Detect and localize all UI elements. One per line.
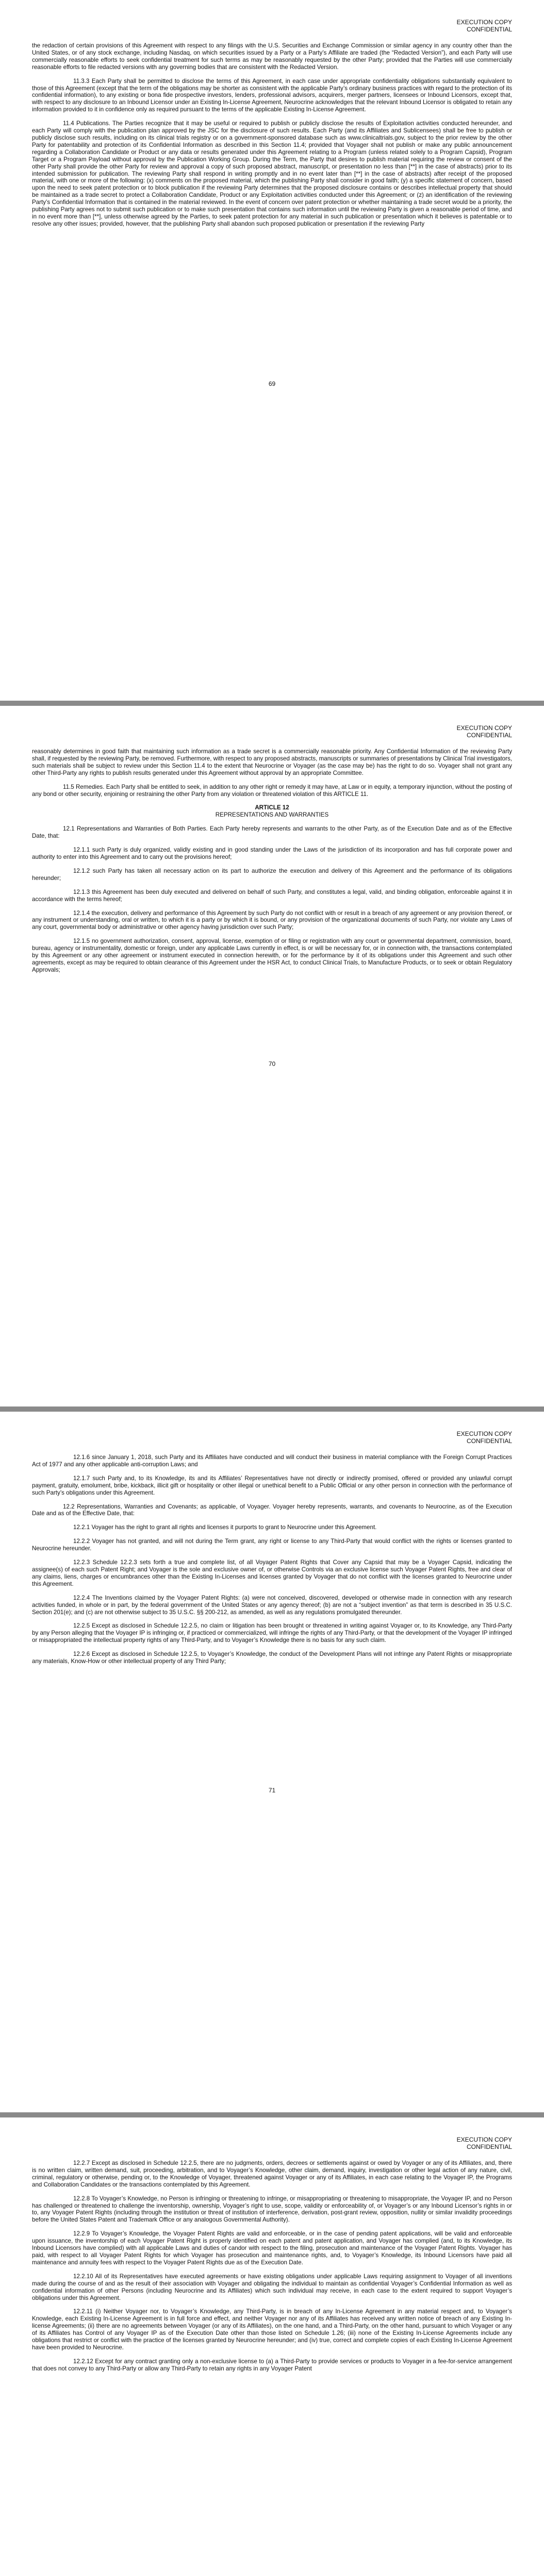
document-page-72 — [0, 2117, 544, 2576]
paragraph: 12.2.7 Except as disclosed in Schedule 12.2.5, there are no judgments, orders, decrees or settlements against or owed by Voyager or any of its Affiliates, and, there is no written claim, written demand, suit, proceeding, arbitration, and to Voyager’s Knowledge, other claim, demand, inquiry, investigation or other legal action of any nature, civil, criminal, regulatory or otherwise, pending or, to the Knowledge of Voyager, threatened against Voyager or any of its Affiliates, in each case relating to the Voyager IP, the Programs and Collaboration Candidates or the transactions contemplated by this Agreement. — [32, 2160, 512, 2188]
page-number: 69 — [268, 380, 276, 387]
header-confidential: CONFIDENTIAL — [466, 26, 512, 33]
paragraph: 12.1.1 such Party is duly organized, validly existing and in good standing under the Laws of the jurisdiction of its incorporation and has full corporate power and authority to enter into this Agreement and to carry out the provisions hereof; — [32, 846, 512, 860]
header-confidential: CONFIDENTIAL — [466, 732, 512, 739]
header-confidential: CONFIDENTIAL — [466, 1437, 512, 1445]
header-execution-copy: EXECUTION COPY — [456, 724, 512, 732]
paragraph: 12.2.1 Voyager has the right to grant all rights and licenses it purports to grant to Neurocrine under this Agreement. — [73, 1524, 377, 1531]
document-page-70 — [0, 706, 544, 1406]
paragraph: 12.2.5 Except as disclosed in Schedule 12.2.5, no claim or litigation has been brought or threatened in writing against Voyager or, to its Knowledge, any Third-Party by any Person alleging that the Voyager IP is infringing or, if practiced or commercialized, will infringe the rights of any Third-Party, or that the development of the Voyager IP infringed or misappropriated the intellectual property rights of any Third-Party, and to Voyager’s Knowledge there is no basis for any such claim. — [32, 1622, 512, 1644]
paragraph: 12.2.12 Except for any contract granting only a non-exclusive license to (a) a Third-Party to provide services or products to Voyager in a fee-for-service arrangement that does not convey to any Third-Party or allow any Third-Party to retain any rights in any Voyager Patent — [32, 2358, 512, 2372]
document-page-69 — [0, 0, 544, 701]
paragraph: 12.2.9 To Voyager’s Knowledge, the Voyager Patent Rights are valid and enforceable, or in the case of pending patent applications, will be valid and enforceable upon issuance, the inventorship of each Voyager Patent Right is properly identified on each patent and patent application, and Voyager has complied (and, to its Knowledge, its Inbound Licensors have complied) with all applicable Laws and duties of candor with respect to the filing, prosecution and maintenance of the Voyager Patent Rights. Voyager has paid, with respect to all Voyager Patent Rights for which Voyager has prosecution and maintenance rights, and, to Voyager’s Knowledge, its Inbound Licensors have paid all maintenance and annuity fees with respect to the Voyager Patent Rights due as of the Execution Date. — [32, 2230, 512, 2266]
page-header — [457, 2136, 512, 2150]
page-number: 71 — [268, 1787, 276, 1794]
paragraph: 12.1.2 such Party has taken all necessary action on its part to authorize the execution and delivery of this Agreement and the performance of its obligations hereunder; — [32, 867, 512, 882]
page-body — [32, 1454, 512, 1672]
paragraph: 12.1.3 this Agreement has been duly executed and delivered on behalf of such Party, and constitutes a legal, valid, and binding obligation, enforceable against it in accordance with the terms hereof; — [32, 888, 512, 903]
paragraph: 12.1.7 such Party and, to its Knowledge, its and its Affiliates’ Representatives have not directly or indirectly promised, offered or provided any unlawful corrupt payment, gratuity, emolument, bribe, kickback, illicit gift or hospitality or other illegal or unethical benefit to a Public Official or any other person in connection with the performance of such Party’s obligations under this Agreement. — [32, 1475, 512, 1496]
header-execution-copy: EXECUTION COPY — [456, 2136, 512, 2143]
page-header — [457, 19, 512, 33]
page-body — [32, 2160, 512, 2379]
paragraph: 11.3.3 Each Party shall be permitted to disclose the terms of this Agreement, in each case under appropriate confidentiality obligations substantially equivalent to those of this Agreement (except that the term of the obligations may be shorter as consistent with the applicable Party’s ordinary business practices with regard to the protection of its confidential information), to any existing or bona fide prospective investors, lenders, professional advisors, acquirers, merger partners, licensees or Inbound Licensors, except that, with respect to any disclosure to an Inbound Licensor under an Existing In-License Agreement, Neurocrine acknowledges that the relevant Inbound Licensor is obligated to retain any information provided to it in confidence only as required pursuant to the terms of the applicable Existing In-License Agreement. — [32, 77, 512, 113]
article-heading: ARTICLE 12 — [255, 804, 289, 811]
document-page-71 — [0, 1412, 544, 2112]
paragraph: reasonably determines in good faith that maintaining such information as a trade secret is a commercially reasonable priority. Any Confidential Information of the reviewing Party shall, if requested by the reviewing Party, be removed. Furthermore, with respect to any proposed abstracts, manuscripts or summaries of presentations by Clinical Trial investigators, such materials shall be subject to review under this Section 11.4 to the extent that Neurocrine or Voyager (as the case may be) has the right to do so. Voyager shall not grant any other Third-Party any rights to publish results generated under this Agreement without approval by an appropriate Committee. — [32, 748, 512, 776]
paragraph: 12.2 Representations, Warranties and Covenants; as applicable, of Voyager. Voyager hereby represents, warrants, and covenants to Neurocrine, as of the Execution Date and as of the Effective Date, that: — [32, 1503, 512, 1517]
paragraph: 12.1.5 no government authorization, consent, approval, license, exemption of or filing or registration with any court or governmental department, commission, board, bureau, agency or instrumentality, domestic or foreign, under any applicable Laws currently in effect, is or will be necessary for, or in connection with, the transactions contemplated by this Agreement or any other agreement or instrument executed in connection herewith, or for the performance by it of its obligations under this Agreement and such other agreements, except as may be required to obtain clearance of this Agreement under the HSR Act, to conduct Clinical Trials, to Manufacture Products, or to seek or obtain Regulatory Approvals; — [32, 938, 512, 973]
paragraph: 12.2.4 The Inventions claimed by the Voyager Patent Rights: (a) were not conceived, discovered, developed or otherwise made in connection with any research activities funded, in whole or in part, by the federal government of the United States or any agency thereof; (b) are not a “subject invention” as that term is described in 35 U.S.C. Section 201(e); and (c) are not otherwise subject to 35 U.S.C. §§ 200-212, as amended, as well as any regulations promulgated thereunder. — [32, 1594, 512, 1616]
paragraph: 12.2.8 To Voyager’s Knowledge, no Person is infringing or threatening to infringe, or misappropriating or threatening to misappropriate, the Voyager IP, and no Person has challenged or threatened to challenge the inventorship, ownership, Voyager’s right to use, scope, validity or enforceability of, or Voyager’s or any Inbound Licensor’s rights in or to, any Voyager Patent Rights (including through the institution or threat of institution of interference, derivation, post-grant review, opposition, nullity or similar invalidity proceedings before the United States Patent and Trademark Office or any analogous Governmental Authority). — [32, 2195, 512, 2224]
paragraph: the redaction of certain provisions of this Agreement with respect to any filings with the U.S. Securities and Exchange Commission or similar agency in any country other than the United States, or of any stock exchange, including Nasdaq, on which securities issued by a Party or a Party’s Affiliate are traded (the “Redacted Version”), and each Party will use commercially reasonable efforts to seek confidential treatment for such terms as may be reasonably requested by the other Party; provided that the Parties will use commercially reasonable efforts to file redacted versions with any governing bodies that are consistent with the Redacted Version. — [32, 42, 512, 71]
page-number: 70 — [268, 1060, 276, 1067]
paragraph: 12.2.6 Except as disclosed in Schedule 12.2.5, to Voyager’s Knowledge, the conduct of the Development Plans will not infringe any Patent Rights or misappropriate any materials, Know-How or other intellectual property of any Third Party; — [32, 1651, 512, 1665]
paragraph: 12.1 Representations and Warranties of Both Parties. Each Party hereby represents and warrants to the other Party, as of the Execution Date and as of the Effective Date, that: — [32, 825, 512, 840]
header-execution-copy: EXECUTION COPY — [456, 1430, 512, 1437]
paragraph: 12.1.6 since January 1, 2018, such Party and its Affiliates have conducted and will conduct their business in material compliance with the Foreign Corrupt Practices Act of 1977 and any other applicable anti-corruption Laws; and — [32, 1454, 512, 1468]
page-header — [457, 1430, 512, 1445]
paragraph: 12.2.10 All of its Representatives have executed agreements or have existing obligations under applicable Laws requiring assignment to Voyager of all inventions made during the course of and as the result of their association with Voyager and obligating the individual to maintain as confidential Voyager’s Confidential Information as well as confidential information of other Persons (including Neurocrine and its Affiliates) which such individual may receive, in each case to the extent required to support Voyager’s obligations under this Agreement. — [32, 2273, 512, 2301]
article-title: REPRESENTATIONS AND WARRANTIES — [215, 811, 329, 819]
header-confidential: CONFIDENTIAL — [466, 2143, 512, 2150]
page-body — [32, 42, 512, 234]
paragraph: 11.4 Publications. The Parties recognize that it may be useful or required to publish or publicly disclose the results of Exploitation activities conducted hereunder, and each Party will comply with the publication plan approved by the JSC for the disclosure of such results. Each Party (and its Affiliates and Sublicensees) shall be free to publish or publicly disclose such results, including on its clinical trials registry or on a government-sponsored database such as www.clinicaltrials.gov, subject to the prior review by the other Party for patentability and protection of its Confidential Information as described in this Section 11.4; provided that Voyager shall not publish or make any public announcement regarding a Collaboration Candidate or Product or any data or results generated under this Agreement relating to a Program (unless related solely to a Program Capsid), Program Target or a Program Payload without approval by the Publication Working Group. During the Term, the Party that desires to publish material requiring the review or consent of the other Party shall provide the other Party for review and approval a copy of such proposed abstract, manuscript, or presentation no less than [**] in the case of abstracts) prior to its intended submission for publication. The reviewing Party shall respond in writing promptly and in no event later than [**] in the case of abstracts) after receipt of the proposed material, with one or more of the following: (x) comments on the proposed material, which the publishing Party shall consider in good faith; (y) a specific statement of concern, based upon the need to seek patent protection or to block publication if the reviewing Party determines that the proposed disclosure contains or describes intellectual property that should be maintained as a trade secret to protect a Collaboration Candidate, Product or any Exploitation activities conducted under this Agreement; or (z) an identification of the reviewing Party’s Confidential Information that is contained in the material reviewed. In the event of concern over patent protection or whether maintaining a trade secret would be a priority, the publishing Party agrees not to submit such publication or to make such presentation that contains such information until the reviewing Party is given a reasonable period of time, and in no event more than [**], unless otherwise agreed by the Parties, to seek patent protection for any material in such publication or presentation which it believes is patentable or to resolve any other issues; provided, however, that the publishing Party shall abandon such proposed publication or presentation if the reviewing Party — [32, 120, 512, 227]
paragraph: 11.5 Remedies. Each Party shall be entitled to seek, in addition to any other right or remedy it may have, at Law or in equity, a temporary injunction, without the posting of any bond or other security, enjoining or restraining the other Party from any violation or threatened violation of this ARTICLE 11. — [32, 783, 512, 798]
paragraph: 12.2.2 Voyager has not granted, and will not during the Term grant, any right or license to any Third-Party that would conflict with the rights or licenses granted to Neurocrine hereunder. — [32, 1538, 512, 1552]
page-header — [457, 724, 512, 739]
paragraph: 12.2.3 Schedule 12.2.3 sets forth a true and complete list, of all Voyager Patent Rights that Cover any Capsid that may be a Voyager Capsid, indicating the assignee(s) of each such Patent Right; and Voyager is the sole and exclusive owner of, or otherwise Controls via an exclusive license such Voyager Patent Rights, free and clear of any claims, liens, charges or encumbrances other than the Existing In-Licenses and licenses granted by Voyager that do not conflict with the licenses granted to Neurocrine under this Agreement. — [32, 1559, 512, 1587]
header-execution-copy: EXECUTION COPY — [456, 19, 512, 26]
paragraph: 12.1.4 the execution, delivery and performance of this Agreement by such Party do not conflict with or result in a breach of any agreement or any provision thereof, or any instrument or understanding, oral or written, to which it is a party or by which it is bound, or any provision of the organizational documents of such Party, nor violate any Laws of any court, governmental body or administrative or other agency having jurisdiction over such Party; — [32, 909, 512, 931]
page-body — [32, 748, 512, 980]
paragraph: 12.2.11 (i) Neither Voyager nor, to Voyager’s Knowledge, any Third-Party, is in breach of any In-License Agreement in any material respect and, to Voyager’s Knowledge, each Existing In-License Agreement is in full force and effect, and neither Voyager nor any of its Affiliates has received any written notice of breach of any Existing In-license Agreements; (ii) there are no agreements between Voyager (or any of its Affiliates), on the one hand, and a Third-Party, on the other hand, pursuant to which Voyager or any of its Affiliates has Control of any Voyager IP as of the Execution Date other than those listed on Schedule 1.26; (iii) none of the Existing In-License Agreements include any obligations that restrict or conflict with the practice of the licenses granted by Neurocrine hereunder; and (iv) true, correct and complete copies of each Existing In-License Agreement have been provided to Neurocrine. — [32, 2308, 512, 2351]
